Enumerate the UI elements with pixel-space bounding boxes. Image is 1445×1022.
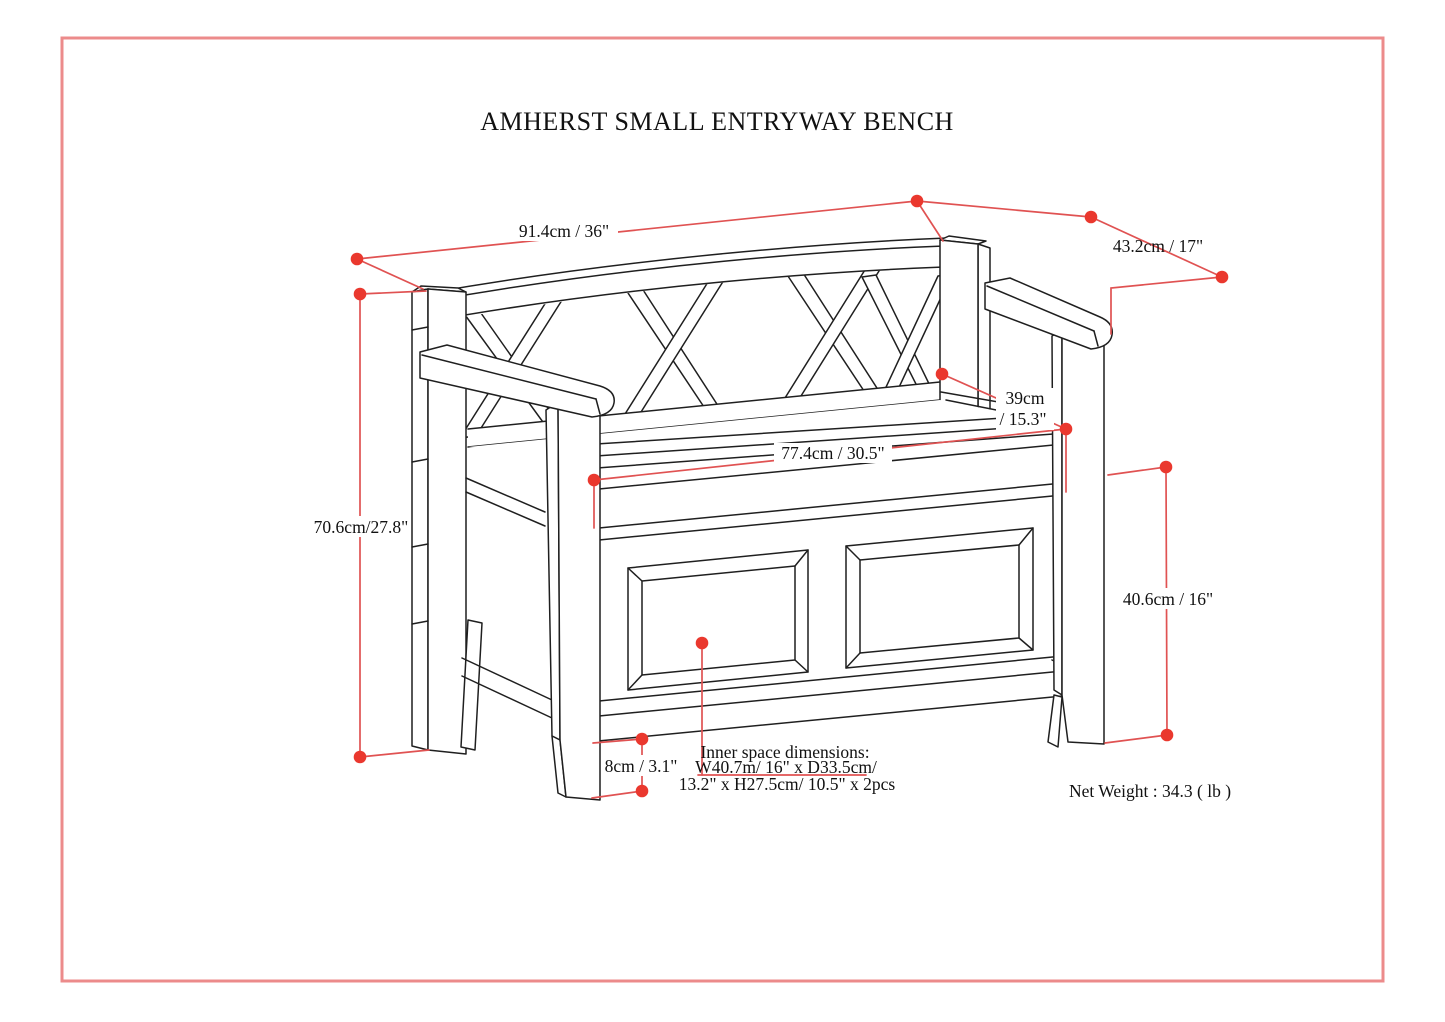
dim-overall-depth: 43.2cm / 17" [1112,236,1204,256]
inner-space-line3: 13.2" x H27.5cm/ 10.5" x 2pcs [678,774,896,794]
page-title: AMHERST SMALL ENTRYWAY BENCH [480,107,954,136]
bench-outline [412,236,1112,800]
storage-box-front [598,444,1103,741]
right-front-leg [1048,330,1104,747]
notes [679,742,1231,801]
dim-seat-width: 77.4cm / 30.5" [781,443,885,463]
dim-back-height-line2: / 15.3" [999,409,1047,429]
right-back-post [940,236,990,423]
dim-floor-clearance: 8cm / 3.1" [604,756,678,776]
inner-space-line1: Inner space dimensions: [700,742,870,762]
dim-overall-height: 70.6cm/27.8" [313,517,409,537]
dim-overall-width: 91.4cm / 36" [518,221,610,241]
dim-seat-height: 40.6cm / 16" [1122,589,1214,609]
left-side-frame [461,478,552,750]
inner-space-line2: W40.7m/ 16" x D33.5cm/ [695,757,877,777]
dim-back-height-line1: 39cm [1005,388,1045,408]
net-weight: Net Weight : 34.3 ( lb ) [1068,781,1232,801]
left-front-leg [546,402,600,800]
right-armrest [985,278,1112,349]
